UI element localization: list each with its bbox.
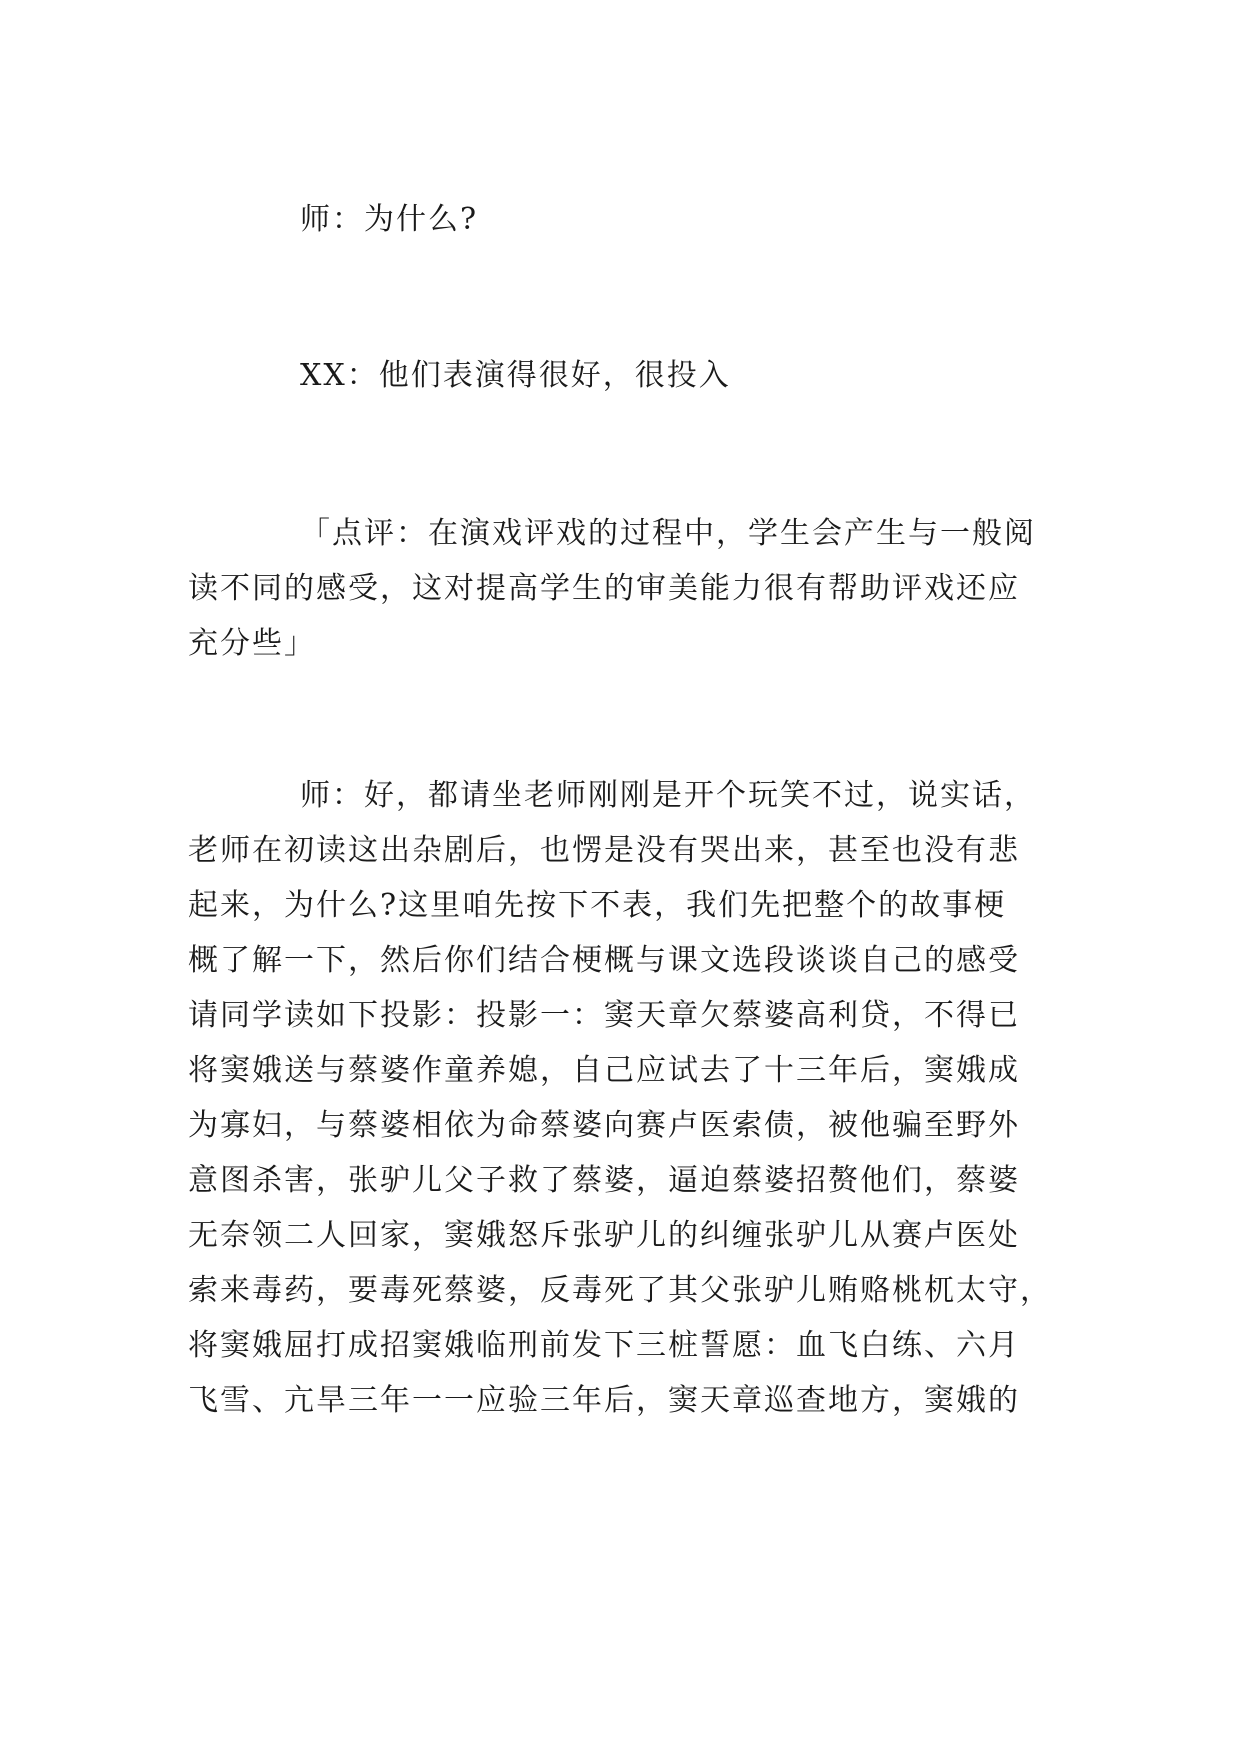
text-line: 「点评：在演戏评戏的过程中，学生会产生与一般阅 xyxy=(300,516,1036,551)
text-line: 将窦娥送与蔡婆作童养媳，自己应试去了十三年后，窦娥成 xyxy=(188,1053,1020,1088)
text-line: 概了解一下，然后你们结合梗概与课文选段谈谈自己的感受 xyxy=(188,943,1020,978)
text-line: 为寡妇，与蔡婆相依为命蔡婆向赛卢医索债，被他骗至野外 xyxy=(188,1108,1020,1143)
paragraph-student-answer xyxy=(188,348,1160,403)
text-line: 无奈领二人回家，窦娥怒斥张驴儿的纠缠张驴儿从赛卢医处 xyxy=(188,1218,1020,1253)
text-line: 师：为什么? xyxy=(300,202,479,237)
paragraph-teacher-explanation xyxy=(188,768,1052,1428)
paragraph-teacher-question xyxy=(188,192,1160,247)
text-line: 索来毒药，要毒死蔡婆，反毒死了其父张驴儿贿赂桃杌太守， xyxy=(188,1273,1052,1308)
text-line: 将窦娥屈打成招窦娥临刑前发下三桩誓愿：血飞白练、六月 xyxy=(188,1328,1020,1363)
text-line: 请同学读如下投影：投影一：窦天章欠蔡婆高利贷，不得已 xyxy=(188,998,1020,1033)
text-line: 起来，为什么?这里咱先按下不表，我们先把整个的故事梗 xyxy=(188,888,1007,923)
text-line: 师：好，都请坐老师刚刚是开个玩笑不过，说实话， xyxy=(300,778,1036,813)
text-line: 老师在初读这出杂剧后，也愣是没有哭出来，甚至也没有悲 xyxy=(188,833,1020,868)
paragraph-commentary xyxy=(188,506,1048,671)
text-line: 充分些」 xyxy=(188,626,316,661)
text-line: 意图杀害，张驴儿父子救了蔡婆，逼迫蔡婆招赘他们，蔡婆 xyxy=(188,1163,1020,1198)
text-line: 读不同的感受，这对提高学生的审美能力很有帮助评戏还应 xyxy=(188,571,1020,606)
text-line: XX：他们表演得很好，很投入 xyxy=(300,358,731,393)
text-line: 飞雪、亢旱三年一一应验三年后，窦天章巡查地方，窦娥的 xyxy=(188,1383,1020,1418)
